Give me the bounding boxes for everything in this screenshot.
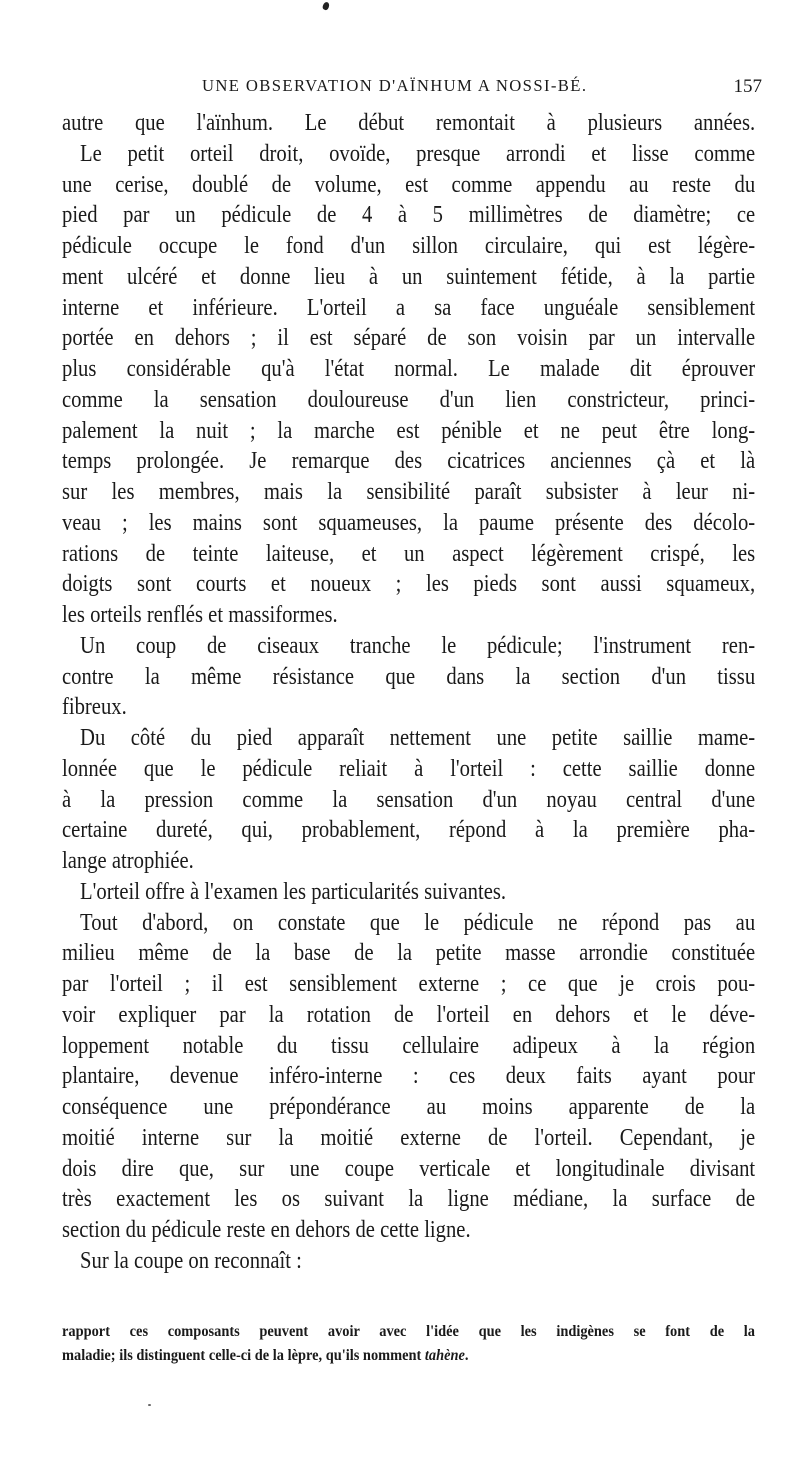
footnote-line — [62, 1344, 755, 1368]
running-head-title: UNE OBSERVATION D'AÏNHUM A NOSSI-BÉ. — [202, 76, 588, 95]
text-line: une cerise, doublé de volume, est comme appendu au reste du — [62, 171, 756, 198]
text-line: pédicule occupe le fond d'un sillon circulaire, qui est légère- — [62, 233, 756, 259]
text-line: Sur la coupe on reconnaît : — [80, 1247, 302, 1274]
text-line: fibreux. — [62, 694, 127, 721]
body-text — [62, 108, 755, 1277]
text-line: interne et inférieure. L'orteil a sa face unguéale sensiblement — [62, 294, 756, 321]
text-line: sur les membres, mais la sensibilité paraît subsister à leur ni- — [62, 479, 756, 505]
text-line: certaine dureté, qui, probablement, répond à la première pha- — [62, 817, 756, 844]
text-line: lonnée que le pédicule reliait à l'orteil : cette saillie donne — [62, 755, 756, 782]
text-line: comme la sensation douloureuse d'un lien constricteur, princi- — [62, 386, 756, 413]
text-line: temps prolongée. Je remarque des cicatrices anciennes çà et là — [62, 448, 756, 475]
footnote-line: rapport ces composants peuvent avoir avec l'idée que les indigènes se font de la — [62, 1323, 755, 1340]
text-line: contre la même résistance que dans la section d'un tissu — [62, 663, 756, 690]
text-line: par l'orteil ; il est sensiblement externe ; ce que je crois pou- — [62, 971, 756, 997]
footnote-term: tahène — [424, 1347, 465, 1364]
text-line: portée en dehors ; il est séparé de son voisin par un intervalle — [62, 325, 756, 352]
running-head — [62, 76, 762, 104]
footnote-text: maladie; ils distinguent celle-ci de la lèpre, qu'ils nomment — [62, 1347, 425, 1364]
text-line: à la pression comme la sensation d'un noyau central d'une — [62, 786, 756, 813]
text-line: très exactement les os suivant la ligne médiane, la surface de — [62, 1186, 756, 1213]
footnote — [62, 1320, 755, 1368]
text-line: moitié interne sur la moitié externe de l'orteil. Cependant, je — [62, 1124, 756, 1151]
page-number: 157 — [733, 76, 762, 97]
text-line: pied par un pédicule de 4 à 5 millimètres de diamètre; ce — [62, 202, 756, 229]
text-line: voir expliquer par la rotation de l'orteil en dehors et le déve- — [62, 1001, 756, 1028]
text-line: ment ulcéré et donne lieu à un suintement fétide, à la partie — [62, 263, 756, 290]
text-line: lange atrophiée. — [62, 848, 194, 874]
text-line: rations de teinte laiteuse, et un aspect légèrement crispé, les — [62, 540, 756, 567]
text-line: doigts sont courts et noueux ; les pieds sont aussi squameux, — [62, 571, 756, 598]
text-line: Le petit orteil droit, ovoïde, presque arrondi et lisse comme — [80, 140, 756, 167]
ink-speck — [148, 1404, 151, 1406]
text-line: Du côté du pied apparaît nettement une petite saillie mame- — [80, 725, 756, 751]
text-line: loppement notable du tissu cellulaire adipeux à la région — [62, 1032, 756, 1059]
text-line: section du pédicule reste en dehors de cette ligne. — [62, 1217, 471, 1243]
text-line: conséquence une prépondérance au moins apparente de la — [62, 1094, 756, 1120]
text-line: Un coup de ciseaux tranche le pédicule; l'instrument ren- — [80, 632, 756, 659]
text-line: palement la nuit ; la marche est pénible et ne peut être long- — [62, 417, 756, 444]
text-line: plus considérable qu'à l'état normal. Le malade dit éprouver — [62, 356, 756, 382]
text-line: dois dire que, sur une coupe verticale et longitudinale divisant — [62, 1155, 756, 1182]
text-line: plantaire, devenue inféro-interne : ces deux faits ayant pour — [62, 1063, 756, 1090]
text-line: L'orteil offre à l'examen les particularités suivantes. — [80, 878, 507, 905]
ink-speck — [322, 1, 330, 11]
text-line: milieu même de la base de la petite masse arrondie constituée — [62, 940, 756, 967]
text-line: veau ; les mains sont squameuses, la paume présente des décolo- — [62, 509, 756, 536]
text-line: autre que l'aïnhum. Le début remontait à plusieurs années. — [62, 110, 756, 136]
text-line: Tout d'abord, on constate que le pédicule ne répond pas au — [80, 909, 756, 936]
text-line: les orteils renflés et massiformes. — [62, 602, 338, 628]
footnote-text: . — [464, 1347, 469, 1364]
